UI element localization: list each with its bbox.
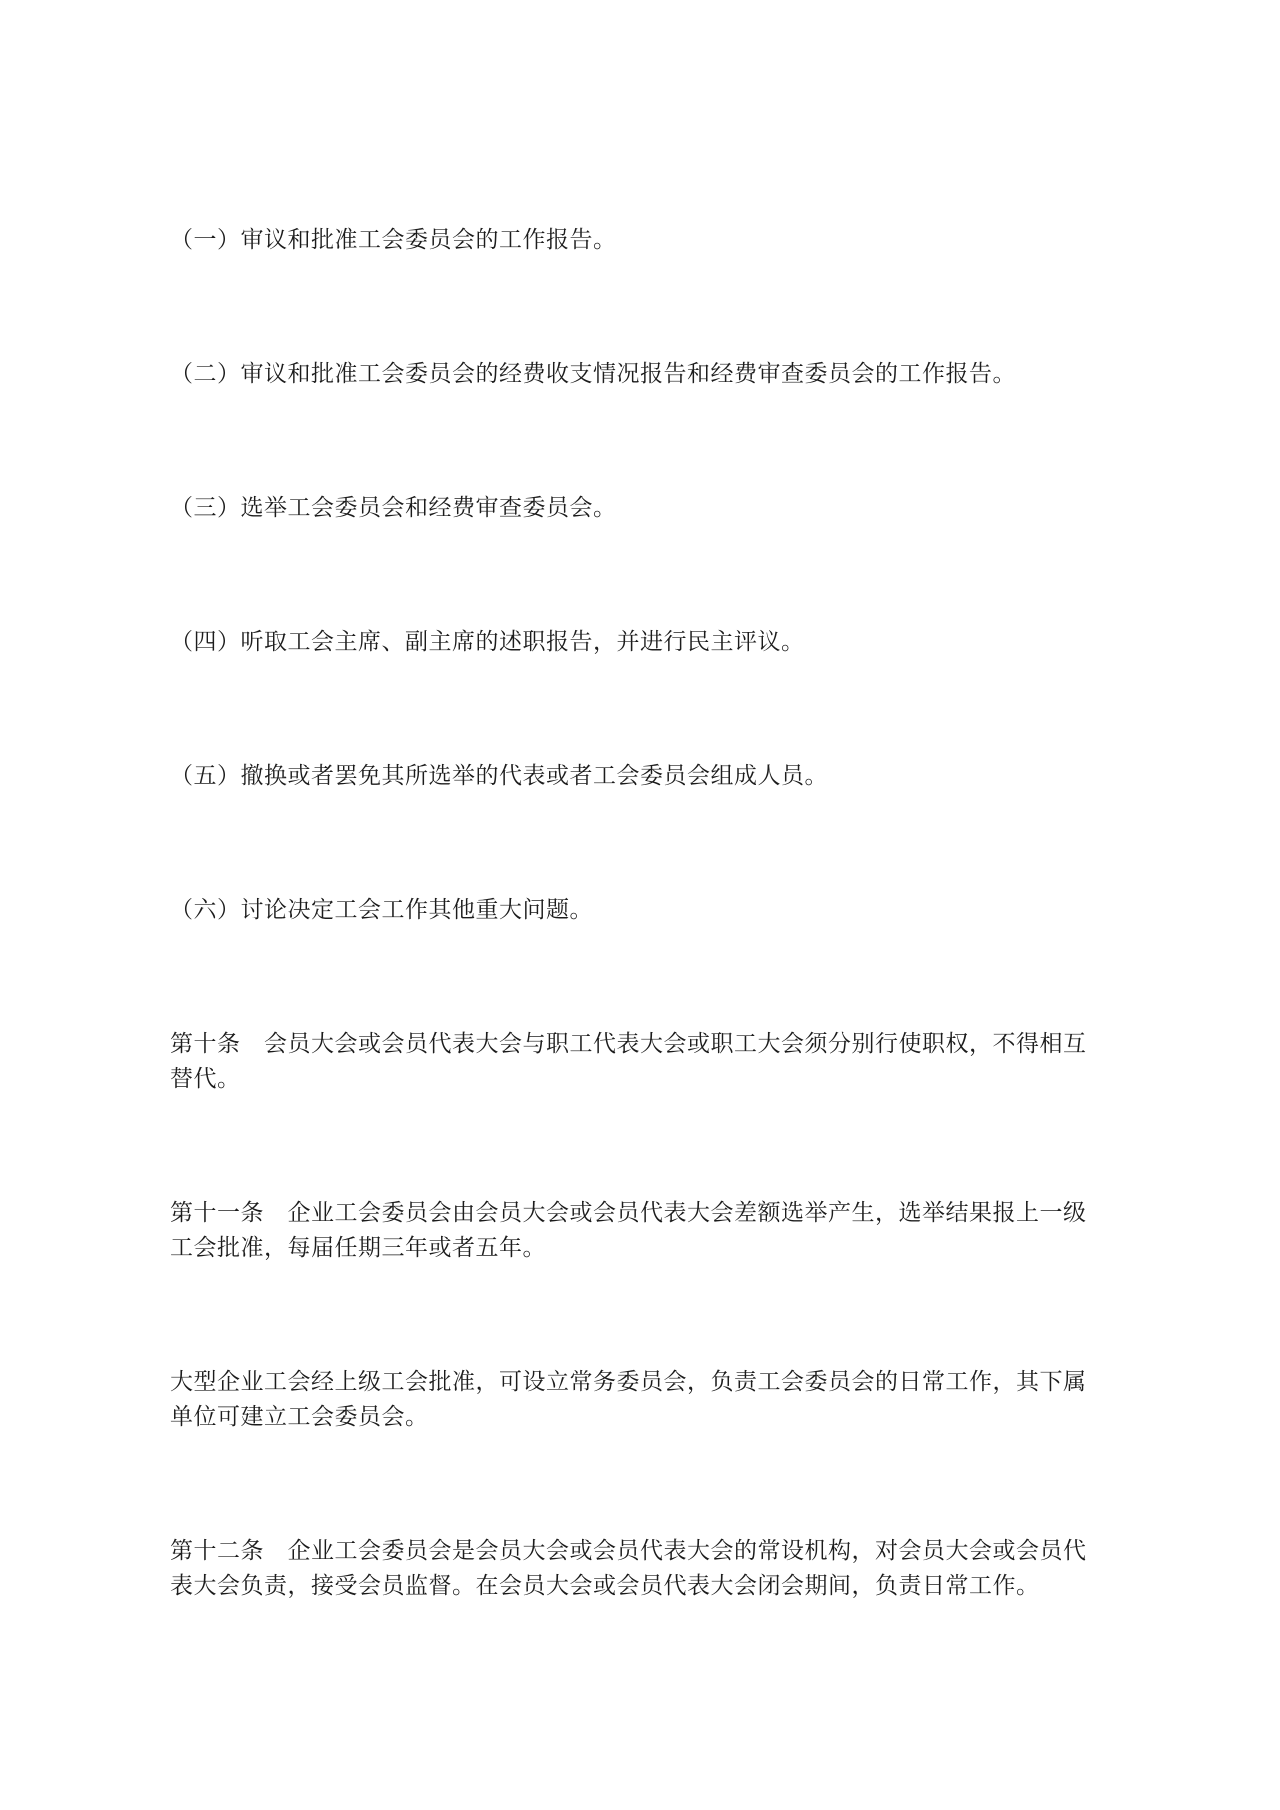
clause-item-6: （六）讨论决定工会工作其他重大问题。 (170, 897, 593, 922)
article-11-continuation-paragraph: 大型企业工会经上级工会批准，可设立常务委员会，负责工会委员会的日常工作，其下属单位可建立工会委员会。 (170, 1369, 1087, 1429)
clause-item-1: （一）审议和批准工会委员会的工作报告。 (170, 227, 617, 252)
article-11-paragraph: 第十一条 企业工会委员会由会员大会或会员代表大会差额选举产生，选举结果报上一级工会批准，每届任期三年或者五年。 (170, 1200, 1087, 1260)
clause-item-2: （二）审议和批准工会委员会的经费收支情况报告和经费审查委员会的工作报告。 (170, 361, 1016, 386)
article-10-paragraph: 第十条 会员大会或会员代表大会与职工代表大会或职工大会须分别行使职权，不得相互替代。 (170, 1031, 1087, 1091)
clause-item-3: （三）选举工会委员会和经费审查委员会。 (170, 495, 617, 520)
clause-item-4: （四）听取工会主席、副主席的述职报告，并进行民主评议。 (170, 629, 805, 654)
article-12-paragraph: 第十二条 企业工会委员会是会员大会或会员代表大会的常设机构，对会员大会或会员代表大会负责，接受会员监督。在会员大会或会员代表大会闭会期间，负责日常工作。 (170, 1538, 1087, 1598)
clause-item-5: （五）撤换或者罢免其所选举的代表或者工会委员会组成人员。 (170, 763, 828, 788)
